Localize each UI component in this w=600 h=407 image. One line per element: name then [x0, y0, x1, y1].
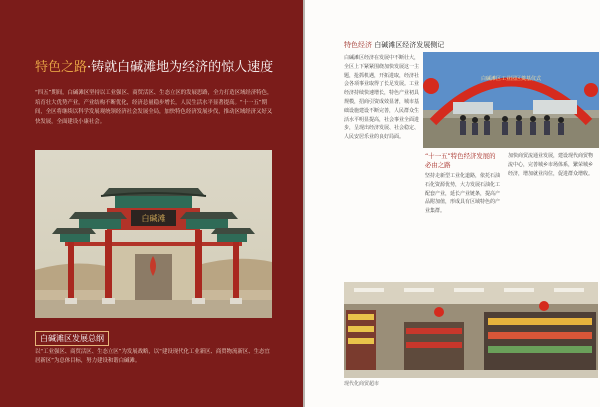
ceremony-illustration — [423, 52, 599, 148]
caption-text: 以“工业强区、商贸活区、生态立区”为发展战略，以“建设现代化工业新区、商贸物流新区、生态宜居新区”为总体目标，努力建设和谐白碱滩。 — [35, 349, 270, 364]
article-title — [35, 56, 295, 75]
ceremony-photo — [423, 52, 599, 148]
section-subhead: “十一五”特色经济发展的必由之路 — [425, 152, 496, 169]
caption-title: 白碱滩区发展总纲 — [35, 331, 109, 346]
right-title-rest: 白碱滩区经济发展侧记 — [374, 41, 445, 49]
photo-caption: 现代化商贸超市 — [344, 381, 380, 387]
supermarket-photo — [344, 282, 598, 378]
supermarket-illustration — [344, 282, 598, 378]
gate-illustration — [35, 150, 272, 318]
right-title — [344, 40, 444, 50]
right-page — [305, 0, 600, 407]
gate-photo — [35, 150, 272, 318]
article-body: “四五”期间，白碱滩区坚持以工业强区、商贸活区、生态立区的发展思路，全力打造区域经济特色，培育壮大优势产业，产业结构不断优化，经济总量稳步增长，人民生活水平显著提高。“十一五”期间，全区将继续以科学发展观统领经济社会发展全局，加快特色经济发展步伐，推动区域经济又好又快发展，全面建设小康社会。 — [35, 90, 273, 125]
title-highlight: 特色之路 — [35, 60, 88, 75]
gate-plaque: 白碱滩 — [141, 214, 166, 223]
text-column-1: 白碱滩区经济在发展中不断壮大，全区上下紧紧围绕加快发展这一主题，抢抓机遇，开拓进取，经济社会各项事业取得了长足发展。工业经济持续快速增长，特色产业初具规模，招商引资成效显著，城市基础设施建设不断完善，人民群众生活水平明显提高，社会事业全面进步，呈现出经济发展、社会稳定、人民安居乐业的良好局面。 — [344, 55, 419, 141]
title-rest: ·铸就白碱滩地为经济的惊人速度 — [87, 60, 274, 75]
text-column-2: 坚持走新型工业化道路，依托石油石化资源优势，大力发展石油化工配套产业，延长产业链条，提高产品附加值，形成具有区域特色的产业集群。 — [425, 173, 501, 215]
text-column-3: 加快商贸流通业发展，建设现代商贸物流中心，完善城乡市场体系，繁荣城乡经济，增加就业岗位，促进群众增收。 — [508, 153, 594, 177]
right-title-highlight: 特色经济 — [344, 41, 372, 49]
banner-text: 白碱滩区工业园区奠基仪式 — [480, 76, 542, 82]
